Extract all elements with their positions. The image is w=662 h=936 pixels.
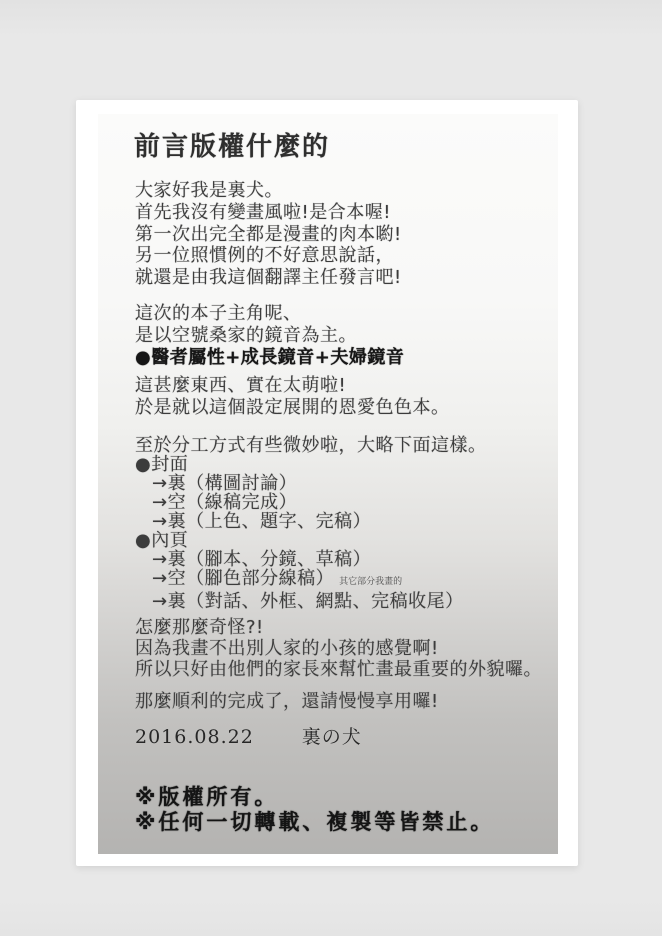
subject-paragraph [135, 303, 552, 369]
intro-paragraph [135, 180, 552, 246]
copyright-line: ※任何一切轉載、複製等皆禁止。 [135, 809, 495, 834]
author-name: 裏の犬 [301, 726, 362, 748]
text-line: 那麼順利的完成了，還請慢慢享用囉! [135, 691, 439, 712]
copyright-notice [135, 785, 552, 834]
division-item-text: →空（腳色部分線稿） [152, 568, 335, 589]
text-line: 就還是由我這個翻譯主任發言吧! [135, 267, 402, 288]
copyright-line: ※版權所有。 [135, 785, 279, 809]
text-line: 首先我沒有變畫風啦!是合本喔! [135, 202, 391, 223]
moe-paragraph [135, 375, 552, 419]
division-item-note: 其它部分我畫的 [339, 577, 403, 587]
text-line: 是以空號桑家的鏡音為主。 [135, 325, 357, 346]
text-line: 至於分工方式有些微妙啦，大略下面這樣。 [135, 435, 487, 456]
text-line: 大家好我是裏犬。 [135, 180, 283, 201]
text-line: 因為我畫不出別人家的小孩的感覺啊! [135, 638, 439, 659]
scanned-page [76, 100, 578, 866]
text-line: 所以只好由他們的家長來幫忙畫最重要的外貌囉。 [135, 659, 542, 680]
work-division-list [135, 455, 552, 611]
text-line: 於是就以這個設定展開的恩愛色色本。 [135, 397, 450, 418]
division-item: →空（線稿完成） [152, 492, 298, 513]
publication-date: 2016.08.22 [135, 726, 254, 748]
division-item [135, 569, 552, 592]
page-title: 前言版權什麼的 [134, 132, 331, 162]
text-line: 怎麼那麼奇怪?! [135, 617, 264, 638]
division-item: →裏（構圖討論） [152, 473, 298, 494]
division-header: ●封面 [135, 454, 189, 475]
text-line: 這次的本子主角呢、 [135, 303, 302, 324]
division-item: →裏（對話、外框、網點、完稿收尾） [152, 591, 464, 612]
closing-line [135, 691, 552, 713]
attributes-highlight-line: ●醫者屬性+成長鏡音+夫婦鏡音 [135, 347, 405, 368]
explanation-paragraph [135, 617, 552, 680]
scan-area [98, 114, 558, 854]
division-intro-line [135, 435, 552, 457]
text-line: 另一位照慣例的不好意思說話， [135, 245, 394, 266]
text-line: 這甚麼東西、實在太萌啦! [135, 375, 347, 396]
division-item: →裏（上色、題字、完稿） [152, 511, 372, 532]
text-line: 第一次出完全都是漫畫的肉本喲! [135, 224, 402, 245]
division-item: →裏（腳本、分鏡、草稿） [152, 549, 372, 570]
greeting-paragraph [135, 245, 552, 289]
signature-row [135, 726, 552, 748]
division-header: ●內頁 [135, 530, 189, 551]
